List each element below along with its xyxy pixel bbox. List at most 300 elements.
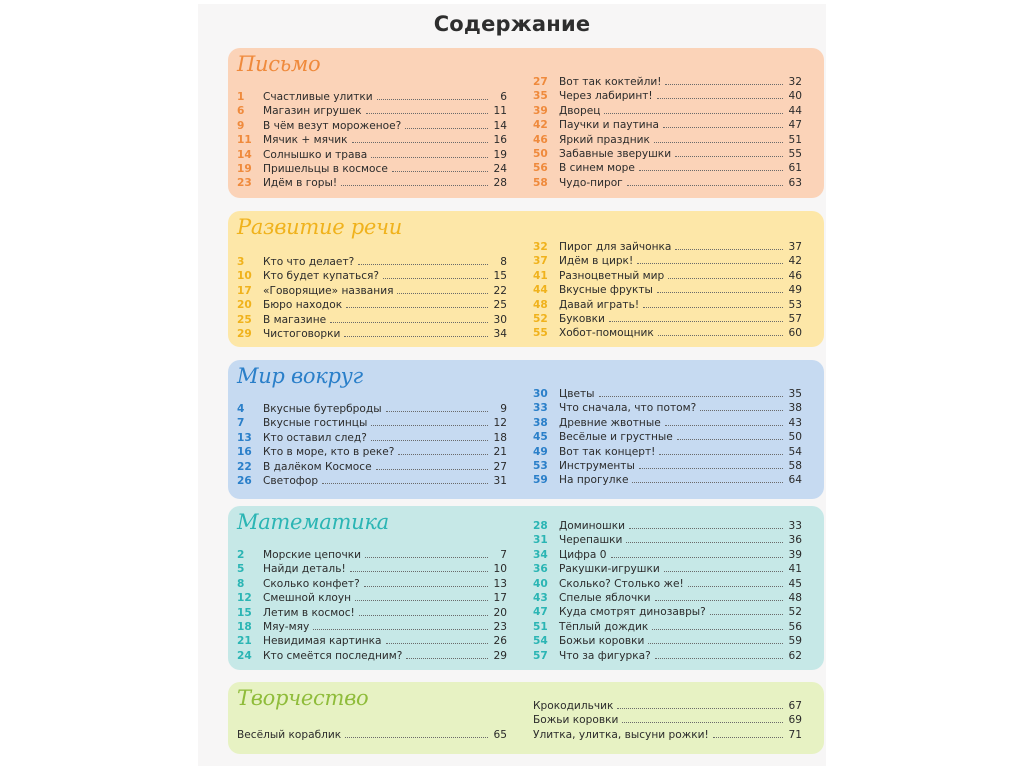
toc-entry[interactable]: [533, 283, 802, 297]
dot-leader: [632, 473, 783, 483]
lesson-number: 24: [237, 649, 252, 662]
lesson-number: 35: [533, 90, 548, 103]
dot-leader: [398, 445, 488, 455]
lesson-title: Улитка, улитка, высуни рожки!: [533, 728, 709, 741]
toc-entry[interactable]: [533, 416, 802, 430]
toc-entry[interactable]: [533, 312, 802, 326]
dot-leader: [648, 634, 783, 644]
section-title: Математика: [237, 510, 389, 534]
dot-leader: [663, 118, 783, 128]
toc-entry[interactable]: [237, 620, 507, 634]
lesson-title: Летим в космос!: [263, 606, 355, 619]
lesson-title: В синем море: [559, 162, 635, 175]
toc-entry[interactable]: [533, 728, 802, 742]
section-title: Письмо: [237, 52, 321, 76]
page-number: 9: [500, 403, 507, 415]
lesson-title: Весёлые и грустные: [559, 431, 673, 444]
toc-entry[interactable]: [533, 147, 802, 161]
lesson-title: В далёком Космосе: [263, 460, 372, 473]
lesson-number: 36: [533, 563, 548, 576]
page-number: 56: [788, 620, 802, 633]
page-number: 43: [788, 416, 802, 429]
toc-entry[interactable]: [237, 327, 507, 341]
dot-leader: [344, 327, 488, 337]
lesson-title: В магазине: [263, 313, 327, 326]
dot-leader: [655, 649, 783, 659]
dot-leader: [345, 728, 488, 738]
lesson-number: 37: [533, 255, 548, 268]
toc-entry[interactable]: [533, 620, 802, 634]
toc-entry[interactable]: [237, 298, 507, 312]
dot-leader: [405, 119, 488, 129]
lesson-number: 14: [237, 148, 252, 161]
lesson-title: Весёлый кораблик: [237, 729, 342, 741]
lesson-title: Спелые яблочки: [559, 591, 651, 604]
dot-leader: [355, 591, 488, 601]
page-number: 46: [788, 269, 802, 282]
toc-entry[interactable]: [533, 298, 802, 312]
dot-leader: [371, 148, 488, 158]
toc-entry[interactable]: [237, 148, 507, 162]
lesson-title: Мяу-мяу: [263, 620, 310, 633]
toc-entry[interactable]: [237, 431, 507, 445]
lesson-number: 4: [237, 403, 245, 415]
lesson-title: Цифра 0: [559, 548, 607, 561]
lesson-number: 33: [533, 402, 548, 415]
page-number: 39: [788, 548, 802, 561]
toc-entry[interactable]: [533, 401, 802, 415]
lesson-number: 50: [533, 147, 548, 160]
page-number: 15: [493, 270, 507, 283]
lesson-number: 19: [237, 162, 252, 175]
lesson-title: Смешной клоун: [263, 592, 352, 605]
toc-entry[interactable]: [533, 459, 802, 473]
toc-entry[interactable]: [237, 284, 507, 298]
lesson-number: 21: [237, 635, 252, 648]
dot-leader: [341, 176, 488, 186]
lesson-number: 44: [533, 284, 548, 297]
dot-leader: [626, 533, 783, 543]
lesson-number: 40: [533, 577, 548, 590]
dot-leader: [330, 313, 488, 323]
lesson-number: 11: [237, 134, 252, 147]
page-number: 23: [493, 620, 507, 633]
lesson-title: Найди деталь!: [263, 563, 346, 576]
toc-entry[interactable]: [533, 387, 802, 401]
lesson-number: 46: [533, 133, 548, 146]
toc-entry[interactable]: [533, 269, 802, 283]
toc-entry[interactable]: [533, 118, 802, 132]
page-number: 36: [788, 534, 802, 547]
lesson-number: 48: [533, 298, 548, 311]
dot-leader: [383, 269, 488, 279]
lesson-number: 22: [237, 460, 252, 473]
lesson-title: Сколько конфет?: [263, 577, 360, 590]
lesson-title: Мячик + мячик: [263, 134, 348, 147]
lesson-number: 42: [533, 119, 548, 132]
page-number: 61: [788, 162, 802, 175]
page-number: 34: [493, 327, 507, 340]
page-number: 7: [500, 549, 507, 561]
lesson-number: 23: [237, 177, 252, 190]
page-number: 35: [788, 388, 802, 400]
toc-entry[interactable]: [237, 460, 507, 474]
toc-entry[interactable]: [533, 591, 802, 605]
toc-column-right: [533, 240, 802, 341]
lesson-number: 28: [533, 520, 548, 532]
toc-column-left: [237, 255, 507, 341]
lesson-title: Крокодильчик: [533, 700, 614, 712]
lesson-title: Вкусные бутерброды: [263, 403, 382, 415]
dot-leader: [322, 474, 488, 484]
lesson-number: 25: [237, 313, 252, 326]
lesson-title: Чудо-пирог: [559, 176, 623, 189]
page-number: 45: [788, 577, 802, 590]
page-number: 19: [493, 148, 507, 161]
lesson-number: 41: [533, 269, 548, 282]
toc-entry[interactable]: [237, 728, 507, 742]
dot-leader: [371, 431, 488, 441]
lesson-number: 56: [533, 162, 548, 175]
section-matematika: [228, 506, 824, 670]
toc-entry[interactable]: [533, 473, 802, 487]
lesson-number: 55: [533, 327, 548, 340]
page-number: 21: [493, 446, 507, 459]
dot-leader: [675, 240, 783, 250]
toc-entry[interactable]: [237, 591, 507, 605]
page-number: 12: [493, 417, 507, 430]
page-number: 20: [493, 606, 507, 619]
toc-entry[interactable]: [237, 634, 507, 648]
dot-leader: [658, 326, 783, 336]
toc-entry[interactable]: [237, 445, 507, 459]
toc-entry[interactable]: [533, 430, 802, 444]
toc-column-right: [533, 75, 802, 190]
toc-entry[interactable]: [237, 176, 507, 190]
dot-leader: [657, 283, 783, 293]
section-title: Творчество: [237, 686, 369, 710]
lesson-number: 17: [237, 284, 252, 297]
page-number: 65: [493, 729, 507, 741]
toc-column-left: [237, 728, 507, 742]
lesson-number: 7: [237, 417, 245, 430]
toc-entry[interactable]: [533, 89, 802, 103]
page-number: 62: [788, 649, 802, 662]
toc-entry[interactable]: [237, 133, 507, 147]
lesson-title: Светофор: [263, 474, 319, 487]
page-number: 59: [788, 635, 802, 648]
toc-column-right: [533, 519, 802, 663]
lesson-number: 57: [533, 649, 548, 662]
lesson-title: Буковки: [559, 312, 605, 325]
dot-leader: [604, 104, 783, 114]
lesson-title: Морские цепочки: [263, 549, 362, 561]
section-pisma: [228, 48, 824, 198]
page-number: 27: [493, 460, 507, 473]
dot-leader: [365, 548, 488, 558]
dot-leader: [654, 133, 783, 143]
toc-entry[interactable]: [533, 562, 802, 576]
lesson-title: Вкусные фрукты: [559, 284, 653, 297]
dot-leader: [611, 548, 784, 558]
contents-page: [198, 4, 826, 766]
page-number: 60: [788, 327, 802, 340]
toc-entry[interactable]: [533, 634, 802, 648]
toc-entry[interactable]: [237, 416, 507, 430]
lesson-title: Кто смеётся последним?: [263, 649, 403, 662]
lesson-title: Паучки и паутина: [559, 119, 660, 132]
toc-entry[interactable]: [533, 605, 802, 619]
dot-leader: [359, 606, 488, 616]
toc-entry[interactable]: [237, 562, 507, 576]
lesson-number: 30: [533, 388, 548, 400]
dot-leader: [665, 416, 783, 426]
toc-entry[interactable]: [533, 104, 802, 118]
lesson-title: Бюро находок: [263, 299, 343, 312]
lesson-number: 47: [533, 606, 548, 619]
lesson-title: Кто оставил след?: [263, 431, 367, 444]
section-mir-vokrug: [228, 360, 824, 499]
toc-entry[interactable]: [237, 649, 507, 663]
toc-entry[interactable]: [533, 577, 802, 591]
toc-column-right: [533, 699, 802, 742]
page-number: 54: [788, 445, 802, 458]
page-number: 50: [788, 431, 802, 444]
lesson-title: Вот так концерт!: [559, 445, 656, 458]
page-number: 41: [788, 563, 802, 576]
page-number: 13: [493, 577, 507, 590]
page-number: 57: [788, 312, 802, 325]
dot-leader: [655, 591, 783, 601]
lesson-title: Божьи коровки: [533, 714, 619, 727]
dot-leader: [700, 401, 783, 411]
dot-leader: [386, 634, 488, 644]
dot-leader: [659, 445, 783, 455]
lesson-title: Счастливые улитки: [263, 91, 373, 103]
dot-leader: [675, 147, 783, 157]
toc-entry[interactable]: [533, 519, 802, 533]
page-title: Содержание: [433, 12, 591, 36]
page-number: 18: [493, 431, 507, 444]
page-number: 14: [493, 119, 507, 132]
page-number: 16: [493, 134, 507, 147]
dot-leader: [652, 620, 783, 630]
page-number: 29: [493, 649, 507, 662]
toc-entry[interactable]: [237, 577, 507, 591]
lesson-number: 1: [237, 91, 245, 103]
lesson-number: 20: [237, 299, 252, 312]
toc-entry[interactable]: [533, 254, 802, 268]
dot-leader: [627, 176, 783, 186]
page-number: 25: [493, 299, 507, 312]
lesson-number: 13: [237, 431, 252, 444]
page-number: 58: [788, 459, 802, 472]
lesson-title: Пирог для зайчонка: [559, 241, 672, 253]
dot-leader: [629, 519, 783, 529]
lesson-title: Вот так коктейли!: [559, 76, 662, 88]
lesson-title: Через лабиринт!: [559, 90, 653, 103]
page-number: 17: [493, 592, 507, 605]
dot-leader: [677, 430, 783, 440]
lesson-number: 6: [237, 105, 245, 118]
lesson-title: Цветы: [559, 388, 595, 400]
page-number: 10: [493, 563, 507, 576]
lesson-title: Доминошки: [559, 520, 626, 532]
toc-column-left: [237, 548, 507, 663]
lesson-number: 51: [533, 620, 548, 633]
page-number: 49: [788, 284, 802, 297]
page-number: 6: [500, 91, 507, 103]
dot-leader: [358, 255, 488, 265]
dot-leader: [665, 75, 783, 85]
page-number: 33: [788, 520, 802, 532]
lesson-number: 5: [237, 563, 245, 576]
lesson-number: 53: [533, 459, 548, 472]
toc-entry[interactable]: [237, 90, 507, 104]
toc-entry[interactable]: [533, 240, 802, 254]
page-number: 48: [788, 591, 802, 604]
toc-entry[interactable]: [237, 255, 507, 269]
lesson-title: Магазин игрушек: [263, 105, 362, 118]
page-number: 22: [493, 284, 507, 297]
lesson-title: Что за фигурка?: [559, 649, 651, 662]
lesson-title: На прогулке: [559, 474, 629, 487]
lesson-number: 45: [533, 431, 548, 444]
toc-entry[interactable]: [237, 313, 507, 327]
lesson-title: Божьи коровки: [559, 635, 645, 648]
toc-entry[interactable]: [533, 548, 802, 562]
toc-entry[interactable]: [237, 104, 507, 118]
lesson-number: 26: [237, 474, 252, 487]
toc-entry[interactable]: [237, 269, 507, 283]
page-number: 24: [493, 162, 507, 175]
section-razvitie-rechi: [228, 211, 824, 347]
toc-entry[interactable]: [533, 533, 802, 547]
lesson-title: Дворец: [559, 104, 601, 117]
lesson-number: 49: [533, 445, 548, 458]
page-number: 26: [493, 635, 507, 648]
lesson-number: 15: [237, 606, 252, 619]
page-number: 51: [788, 133, 802, 146]
dot-leader: [713, 728, 783, 738]
toc-entry[interactable]: [533, 713, 802, 727]
lesson-title: Древние жвотные: [559, 416, 661, 429]
dot-leader: [406, 649, 488, 659]
lesson-title: «Говорящие» названия: [263, 284, 394, 297]
dot-leader: [637, 254, 783, 264]
lesson-number: 27: [533, 76, 548, 88]
page-number: 30: [493, 313, 507, 326]
lesson-title: Пришельцы в космосе: [263, 162, 388, 175]
lesson-title: Вкусные гостинцы: [263, 417, 368, 430]
section-title: Развитие речи: [237, 215, 402, 239]
dot-leader: [364, 577, 488, 587]
lesson-title: Кто что делает?: [263, 256, 355, 268]
dot-leader: [599, 387, 783, 397]
lesson-number: 10: [237, 270, 252, 283]
toc-entry[interactable]: [533, 699, 802, 713]
page-number: 44: [788, 104, 802, 117]
lesson-number: 39: [533, 104, 548, 117]
page-number: 38: [788, 402, 802, 415]
dot-leader: [352, 133, 488, 143]
toc-entry[interactable]: [533, 133, 802, 147]
lesson-number: 32: [533, 241, 548, 253]
lesson-title: Ракушки-игрушки: [559, 563, 660, 576]
lesson-title: Инструменты: [559, 459, 635, 472]
dot-leader: [710, 605, 783, 615]
toc-entry[interactable]: [533, 649, 802, 663]
dot-leader: [313, 620, 488, 630]
toc-entry[interactable]: [237, 162, 507, 176]
lesson-number: 3: [237, 256, 245, 268]
page-number: 32: [788, 76, 802, 88]
lesson-title: Что сначала, что потом?: [559, 402, 697, 415]
dot-leader: [609, 312, 783, 322]
lesson-number: 9: [237, 119, 245, 132]
lesson-number: 18: [237, 620, 252, 633]
section-tvorchestvo: [228, 682, 824, 754]
dot-leader: [350, 562, 488, 572]
toc-entry[interactable]: [237, 119, 507, 133]
lesson-number: 43: [533, 591, 548, 604]
lesson-title: Сколько? Столько же!: [559, 577, 684, 590]
toc-entry[interactable]: [533, 326, 802, 340]
page-number: 63: [788, 176, 802, 189]
page-number: 40: [788, 90, 802, 103]
toc-entry[interactable]: [533, 75, 802, 89]
lesson-title: Идём в цирк!: [559, 255, 634, 268]
page-number: 8: [500, 256, 507, 268]
dot-leader: [657, 89, 783, 99]
lesson-number: 38: [533, 416, 548, 429]
page-number: 31: [493, 474, 507, 487]
lesson-title: Тёплый дождик: [559, 620, 649, 633]
lesson-title: Солнышко и трава: [263, 148, 368, 161]
toc-entry[interactable]: [237, 606, 507, 620]
page-number: 69: [788, 714, 802, 727]
lesson-number: 34: [533, 548, 548, 561]
lesson-title: Яркий праздник: [559, 133, 650, 146]
lesson-number: 58: [533, 176, 548, 189]
toc-entry[interactable]: [533, 176, 802, 190]
page-number: 11: [493, 105, 507, 118]
lesson-number: 12: [237, 592, 252, 605]
toc-entry[interactable]: [533, 161, 802, 175]
section-title: Мир вокруг: [237, 364, 363, 388]
page-number: 42: [788, 255, 802, 268]
lesson-title: Идём в горы!: [263, 177, 338, 190]
toc-column-right: [533, 387, 802, 488]
page-number: 53: [788, 298, 802, 311]
toc-entry[interactable]: [237, 548, 507, 562]
lesson-title: Забавные зверушки: [559, 147, 672, 160]
lesson-title: Кто будет купаться?: [263, 270, 380, 283]
dot-leader: [617, 699, 783, 709]
page-number: 71: [788, 728, 802, 741]
lesson-title: Куда смотрят динозавры?: [559, 606, 706, 619]
lesson-number: 16: [237, 446, 252, 459]
page-number: 55: [788, 147, 802, 160]
toc-entry[interactable]: [237, 474, 507, 488]
dot-leader: [668, 269, 783, 279]
toc-entry[interactable]: [533, 445, 802, 459]
lesson-title: Невидимая картинка: [263, 635, 382, 648]
toc-entry[interactable]: [237, 402, 507, 416]
lesson-title: Хобот-помощник: [559, 327, 654, 340]
lesson-number: 2: [237, 549, 245, 561]
lesson-number: 31: [533, 534, 548, 547]
